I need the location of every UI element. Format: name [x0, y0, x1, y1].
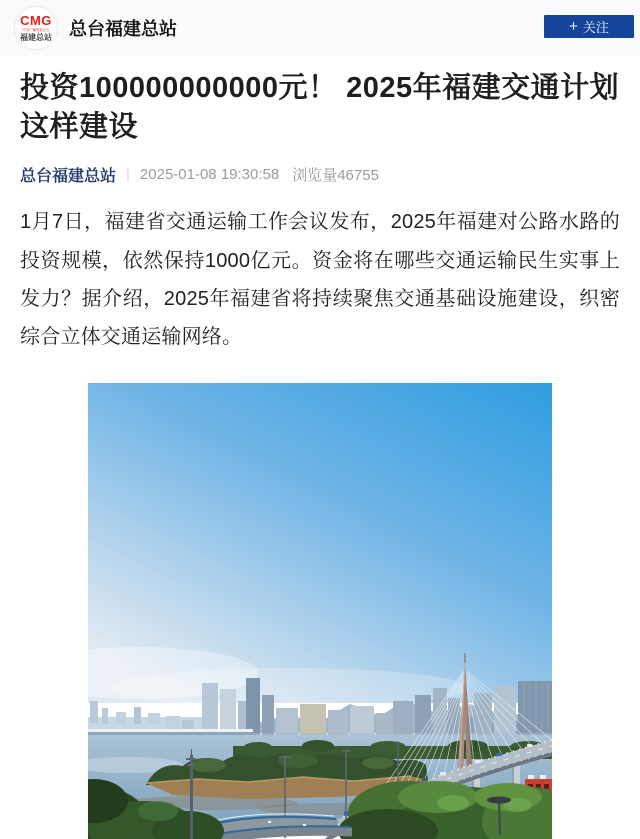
article-body	[0, 69, 640, 839]
photo-far-shore	[88, 701, 218, 733]
city-bridge-photo-illustration	[88, 383, 552, 839]
follow-button[interactable]	[544, 15, 634, 38]
cmg-logo[interactable]	[14, 6, 58, 50]
byline	[20, 163, 620, 186]
article-paragraph: 1月7日，福建省交通运输工作会议发布，2025年福建对公路水路的投资规模，依然保持1000亿元。资金将在哪些交通运输民生实事上发力？据介绍，2025年福建省将持续聚焦交通基础设施建设，织密综合立体交通运输网络。	[20, 211, 620, 349]
article-title: 投资100000000000元！ 2025年福建交通计划这样建设	[20, 72, 620, 143]
channel-name[interactable]: 总台福建总站	[69, 19, 177, 39]
byline-separator: |	[126, 166, 130, 184]
cmg-logo-text: CMG	[20, 13, 52, 28]
author-link[interactable]: 总台福建总站	[20, 168, 117, 186]
cmg-logo-station: 福建总站	[20, 33, 52, 42]
cmg-logo-subtext: 中央广播电视总台	[22, 27, 50, 32]
follow-button-label: 关注	[582, 20, 609, 35]
channel-header	[0, 0, 640, 56]
photo-sky	[88, 383, 552, 708]
view-count: 浏览量46755	[292, 167, 379, 185]
article-photo[interactable]	[88, 383, 552, 839]
publish-datetime: 2025-01-08 19:30:58	[139, 166, 280, 184]
plus-icon: +	[569, 18, 578, 35]
